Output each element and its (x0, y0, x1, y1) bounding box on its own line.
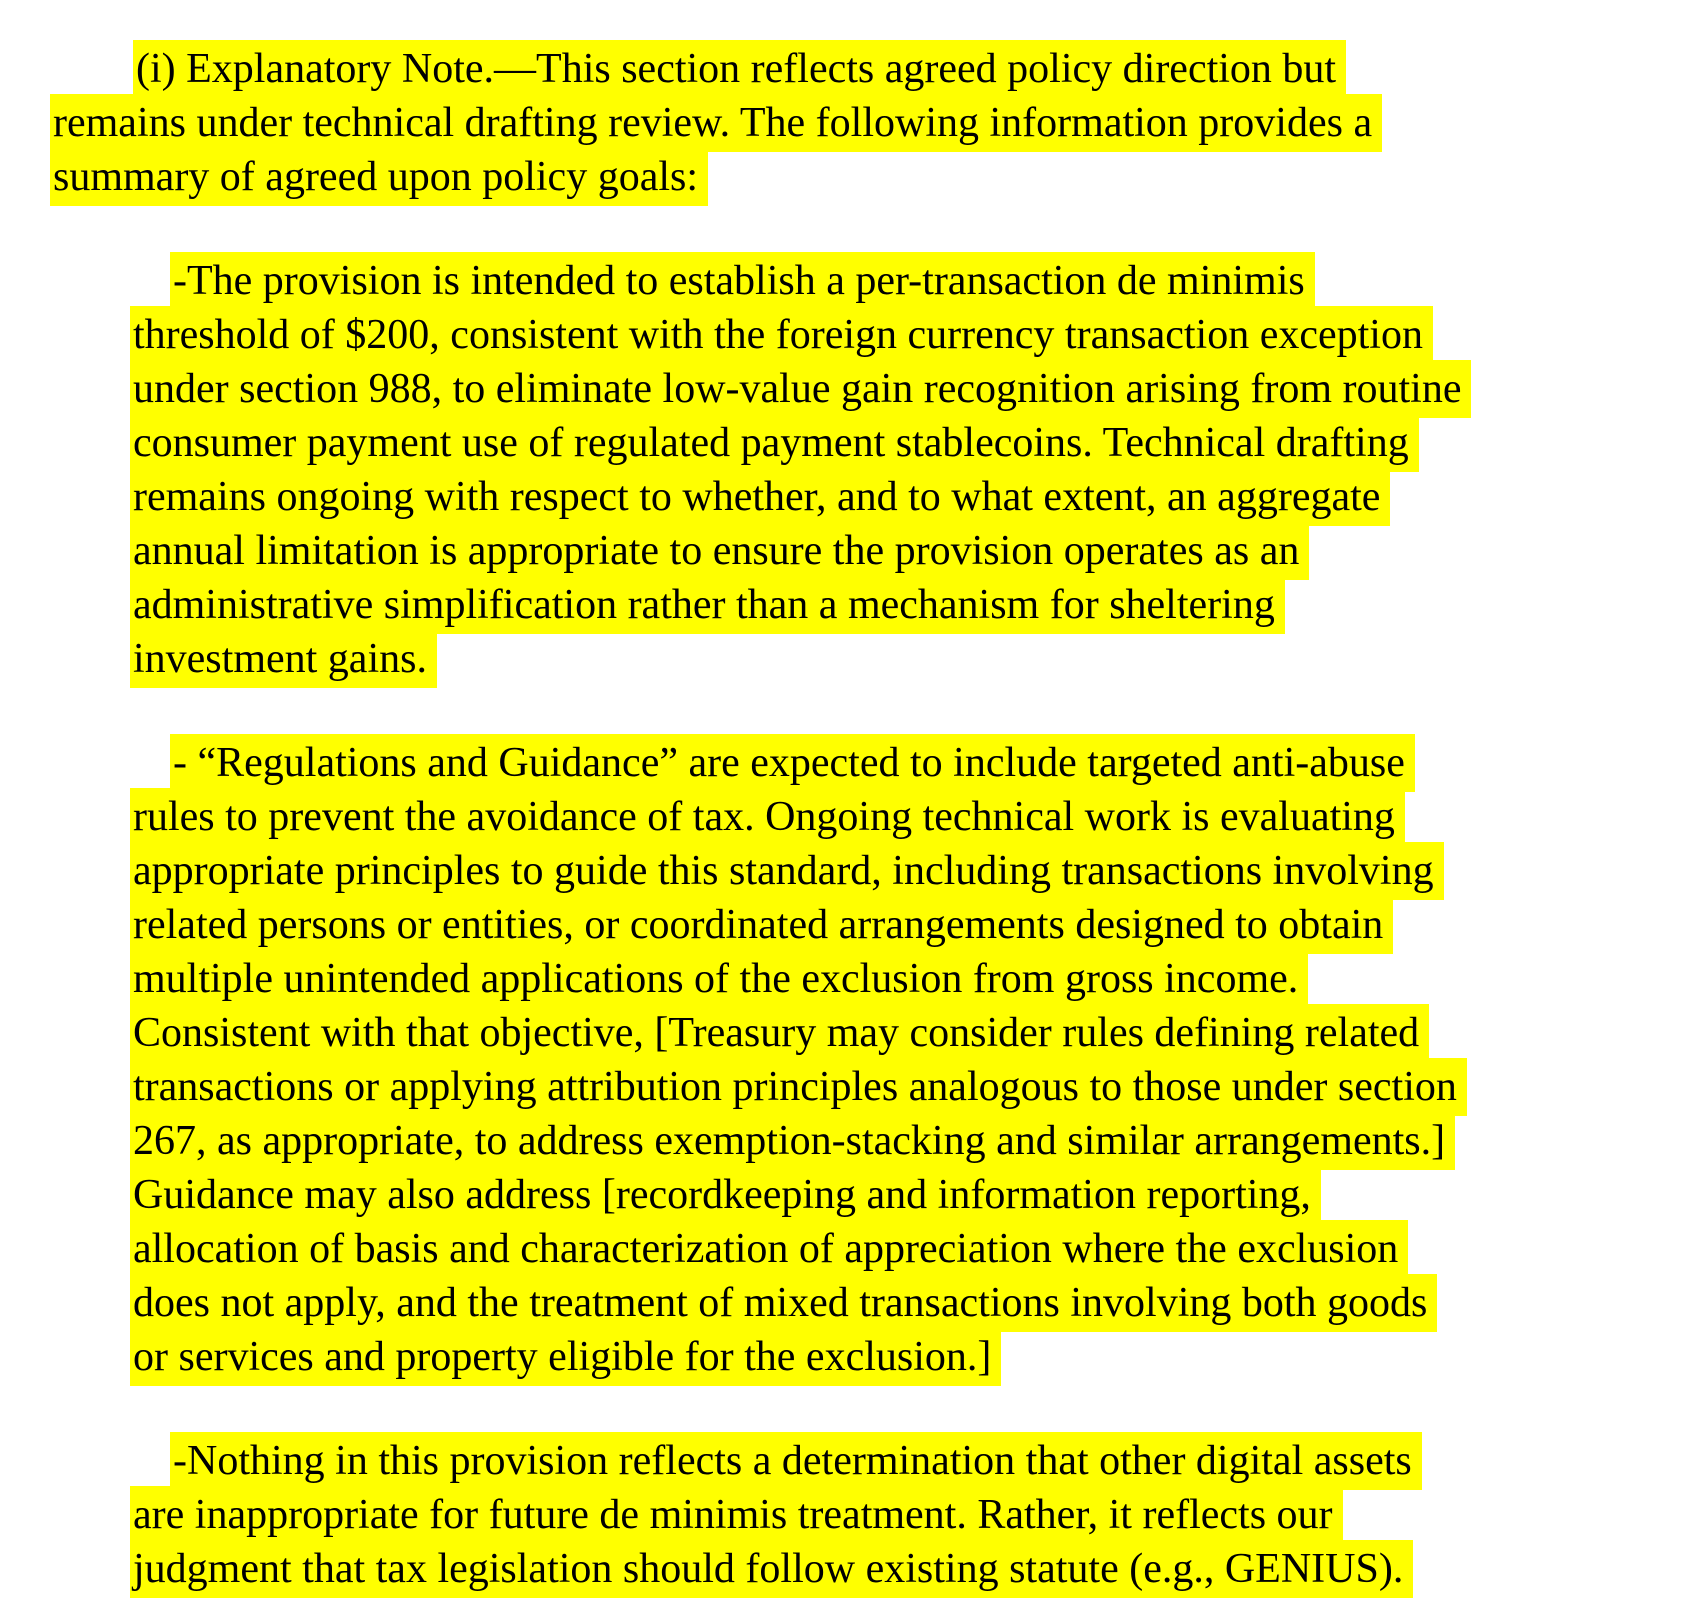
highlighted-text: appropriate principles to guide this standard, including transactions involving (130, 842, 1444, 900)
text-line (130, 254, 1692, 308)
highlighted-text: Consistent with that objective, [Treasury may consider rules defining related (130, 1004, 1429, 1062)
highlighted-text: multiple unintended applications of the exclusion from gross income. (130, 950, 1308, 1008)
highlighted-text: administrative simplification rather than a mechanism for sheltering (130, 576, 1285, 634)
highlighted-text: threshold of $200, consistent with the foreign currency transaction exception (130, 306, 1433, 364)
highlighted-text: annual limitation is appropriate to ensure the provision operates as an (130, 522, 1309, 580)
highlighted-text: Guidance may also address [recordkeeping and information reporting, (130, 1166, 1321, 1224)
highlighted-text: - “Regulations and Guidance” are expected to include targeted anti-abuse (170, 734, 1415, 792)
policy-goal-other-digital-assets-paragraph (130, 1434, 1692, 1596)
explanatory-note-paragraph (50, 42, 1692, 204)
highlighted-text: summary of agreed upon policy goals: (50, 148, 708, 206)
highlighted-text: 267, as appropriate, to address exemption-stacking and similar arrangements.] (130, 1112, 1455, 1170)
text-line (130, 524, 1692, 578)
text-line (130, 1434, 1692, 1488)
text-line (130, 1060, 1692, 1114)
text-line (130, 1488, 1692, 1542)
text-line (130, 1114, 1692, 1168)
text-line (130, 578, 1692, 632)
highlighted-text: transactions or applying attribution principles analogous to those under section (130, 1058, 1467, 1116)
text-line (50, 42, 1692, 96)
text-line (130, 1006, 1692, 1060)
highlighted-text: -Nothing in this provision reflects a determination that other digital assets (170, 1432, 1422, 1490)
highlighted-text: remains under technical drafting review. The following information provides a (50, 94, 1382, 152)
highlighted-text: (i) Explanatory Note.—This section reflects agreed policy direction but (133, 40, 1346, 98)
text-line (130, 416, 1692, 470)
text-line (130, 470, 1692, 524)
highlighted-text: are inappropriate for future de minimis treatment. Rather, it reflects our (130, 1486, 1343, 1544)
text-line (130, 952, 1692, 1006)
highlighted-text: rules to prevent the avoidance of tax. Ongoing technical work is evaluating (130, 788, 1405, 846)
text-line (130, 1276, 1692, 1330)
text-line (130, 1168, 1692, 1222)
text-line (130, 308, 1692, 362)
highlighted-text: allocation of basis and characterization of appreciation where the exclusion (130, 1220, 1408, 1278)
highlighted-text: remains ongoing with respect to whether, and to what extent, an aggregate (130, 468, 1390, 526)
text-line (130, 1542, 1692, 1596)
highlighted-text: related persons or entities, or coordinated arrangements designed to obtain (130, 896, 1393, 954)
policy-goal-regulations-and-guidance-paragraph (130, 736, 1692, 1384)
text-line (130, 1222, 1692, 1276)
highlighted-text: judgment that tax legislation should follow existing statute (e.g., GENIUS). (130, 1540, 1413, 1598)
highlighted-text: under section 988, to eliminate low-value gain recognition arising from routine (130, 360, 1471, 418)
text-line (130, 1330, 1692, 1384)
highlighted-text: consumer payment use of regulated payment stablecoins. Technical drafting (130, 414, 1419, 472)
highlighted-text: investment gains. (130, 630, 437, 688)
text-line (50, 96, 1692, 150)
text-line (130, 736, 1692, 790)
text-line (130, 362, 1692, 416)
text-line (130, 898, 1692, 952)
text-line (130, 632, 1692, 686)
highlighted-text: or services and property eligible for the exclusion.] (130, 1328, 1001, 1386)
highlighted-text: does not apply, and the treatment of mixed transactions involving both goods (130, 1274, 1437, 1332)
text-line (130, 790, 1692, 844)
text-line (130, 844, 1692, 898)
policy-goal-de-minimis-threshold-paragraph (130, 254, 1692, 686)
text-line (50, 150, 1692, 204)
highlighted-text: -The provision is intended to establish a per-transaction de minimis (170, 252, 1315, 310)
